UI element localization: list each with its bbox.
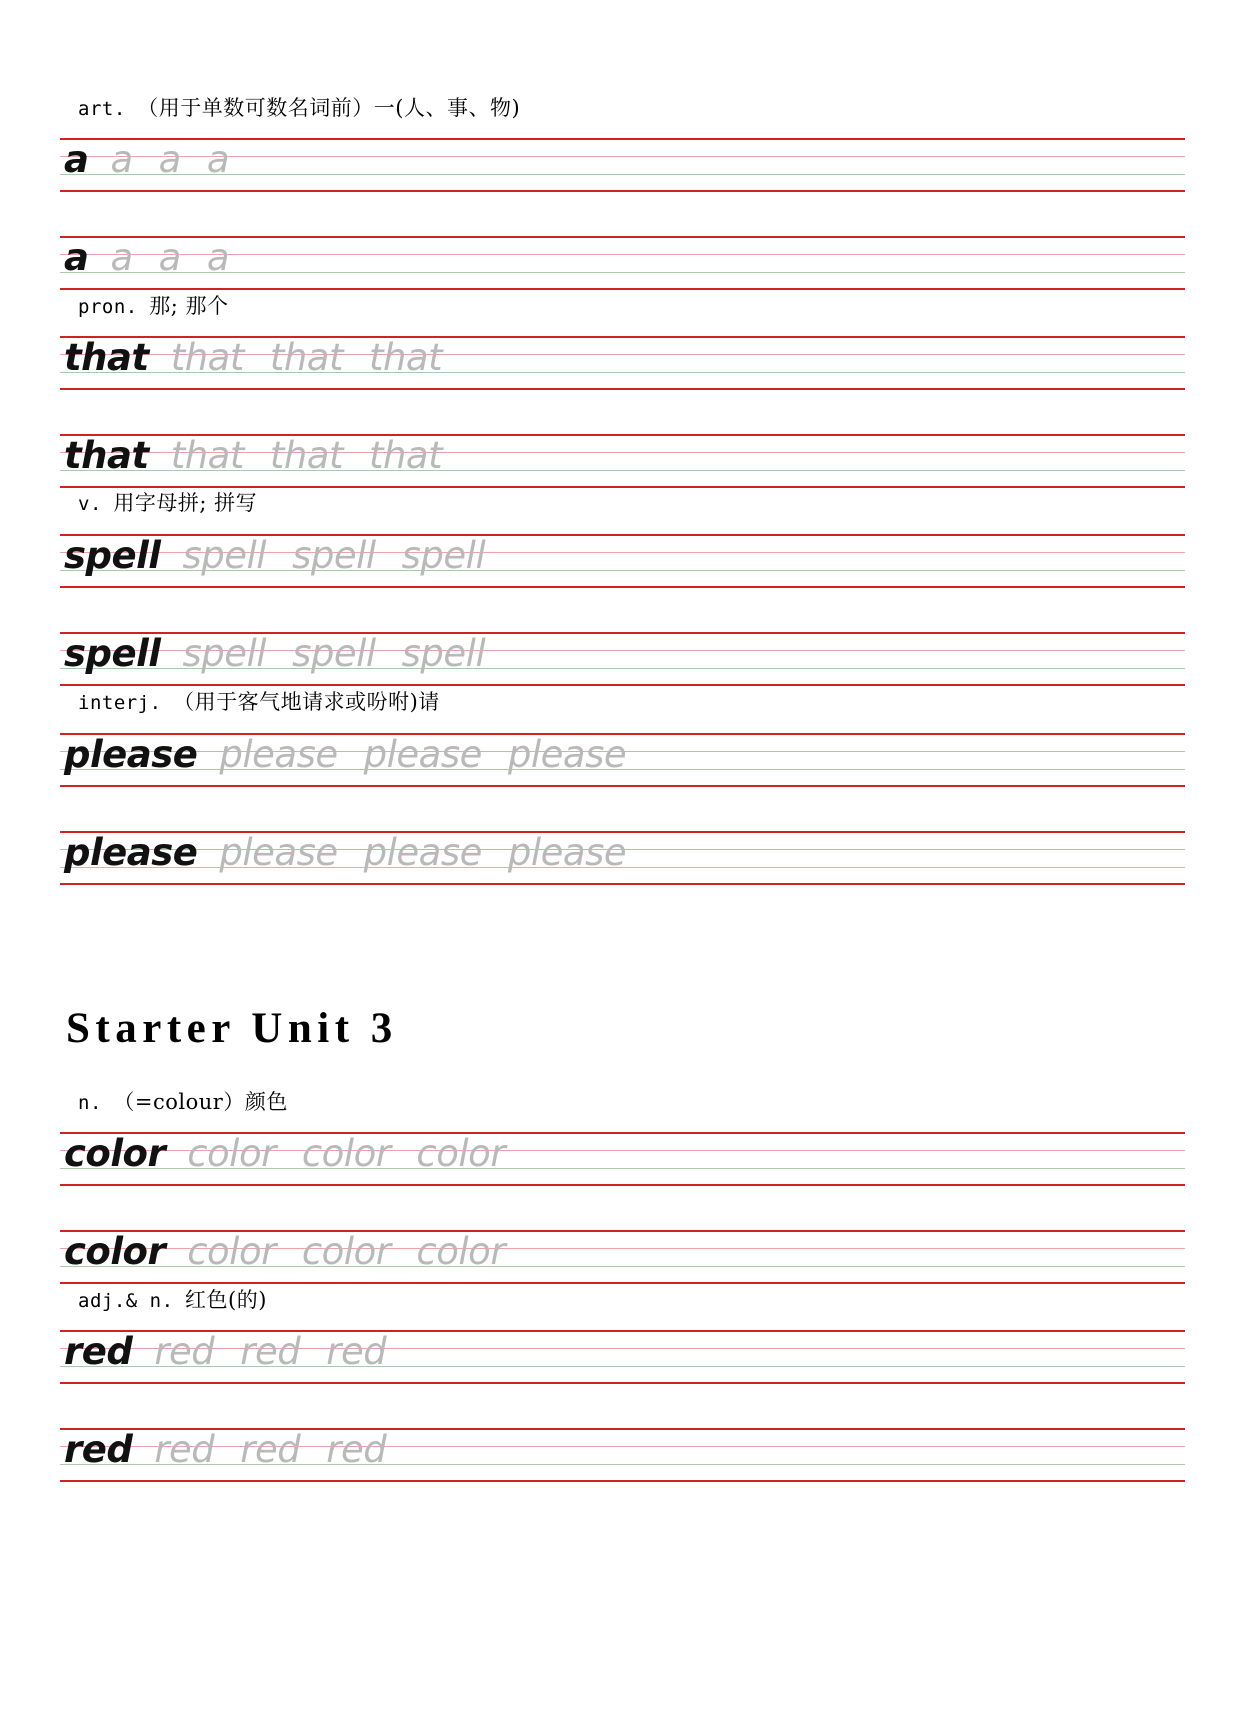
- trace-word[interactable]: a: [206, 236, 230, 279]
- definition-line: [78, 493, 257, 514]
- trace-word[interactable]: please: [363, 831, 482, 874]
- definition-line: [78, 98, 520, 119]
- rule-line-base: [60, 1382, 1185, 1384]
- rule-line-base: [60, 486, 1185, 488]
- trace-word[interactable]: spell: [182, 534, 267, 577]
- trace-word[interactable]: red: [240, 1330, 301, 1373]
- definition-chinese: 用字母拼; 拼写: [113, 491, 258, 515]
- part-of-speech: art.: [78, 98, 126, 120]
- rule-line-base: [60, 785, 1185, 787]
- writing-guide-row[interactable]: [60, 138, 1185, 192]
- definition-chinese: 那; 那个: [149, 294, 229, 318]
- word-sequence: [64, 530, 485, 584]
- trace-word[interactable]: color: [301, 1132, 391, 1175]
- word-sequence: [64, 1128, 505, 1182]
- writing-guide-row[interactable]: [60, 632, 1185, 686]
- trace-word[interactable]: that: [368, 434, 443, 477]
- trace-word[interactable]: red: [154, 1428, 215, 1471]
- trace-word[interactable]: that: [269, 336, 343, 379]
- word-sequence: [64, 134, 229, 188]
- writing-guide-row[interactable]: [60, 1230, 1185, 1284]
- word-sequence: [64, 729, 626, 783]
- trace-word[interactable]: spell: [292, 632, 376, 675]
- definition-chinese: （=colour）颜色: [113, 1090, 288, 1114]
- trace-word[interactable]: spell: [292, 534, 376, 577]
- definition-line: [78, 692, 440, 713]
- rule-line-base: [60, 684, 1185, 686]
- rule-line-base: [60, 1184, 1185, 1186]
- unit-heading: Starter Unit 3: [66, 1005, 398, 1052]
- trace-word[interactable]: spell: [182, 632, 267, 675]
- writing-guide-row[interactable]: [60, 1428, 1185, 1482]
- writing-guide-row[interactable]: [60, 1330, 1185, 1384]
- model-word: that: [64, 336, 149, 379]
- trace-word[interactable]: a: [110, 138, 133, 181]
- model-word: spell: [64, 632, 161, 675]
- trace-word[interactable]: that: [170, 336, 244, 379]
- writing-guide-row[interactable]: [60, 831, 1185, 885]
- writing-guide-row[interactable]: [60, 733, 1185, 787]
- word-sequence: [64, 1326, 386, 1380]
- trace-word[interactable]: please: [363, 733, 482, 776]
- writing-guide-row[interactable]: [60, 1132, 1185, 1186]
- model-word: please: [64, 831, 198, 874]
- word-sequence: [64, 332, 442, 386]
- trace-word[interactable]: a: [110, 236, 133, 279]
- model-word: red: [64, 1330, 133, 1373]
- trace-word[interactable]: please: [507, 733, 627, 776]
- trace-word[interactable]: please: [219, 733, 338, 776]
- model-word: a: [64, 138, 89, 181]
- word-sequence: [64, 628, 485, 682]
- word-sequence: [64, 827, 626, 881]
- model-word: red: [64, 1428, 133, 1471]
- rule-line-base: [60, 1480, 1185, 1482]
- rule-line-base: [60, 190, 1185, 192]
- definition-line: [78, 1290, 267, 1311]
- writing-guide-row[interactable]: [60, 236, 1185, 290]
- trace-word[interactable]: red: [326, 1330, 387, 1373]
- word-sequence: [64, 1424, 386, 1478]
- trace-word[interactable]: a: [158, 236, 181, 279]
- definition-chinese: （用于客气地请求或吩咐)请: [173, 690, 440, 714]
- model-word: please: [64, 733, 198, 776]
- trace-word[interactable]: red: [240, 1428, 301, 1471]
- part-of-speech: n.: [78, 1092, 102, 1114]
- trace-word[interactable]: color: [301, 1230, 391, 1273]
- trace-word[interactable]: red: [154, 1330, 215, 1373]
- definition-chinese: 红色(的): [185, 1288, 267, 1312]
- trace-word[interactable]: that: [269, 434, 343, 477]
- part-of-speech: pron.: [78, 296, 138, 318]
- rule-line-base: [60, 586, 1185, 588]
- trace-word[interactable]: a: [206, 138, 230, 181]
- rule-line-base: [60, 1282, 1185, 1284]
- writing-guide-row[interactable]: [60, 534, 1185, 588]
- part-of-speech: adj.& n.: [78, 1290, 174, 1312]
- trace-word[interactable]: color: [416, 1230, 506, 1273]
- writing-guide-row[interactable]: [60, 434, 1185, 488]
- model-word: spell: [64, 534, 161, 577]
- model-word: a: [64, 236, 89, 279]
- definition-line: [78, 1092, 288, 1113]
- model-word: that: [64, 434, 149, 477]
- trace-word[interactable]: that: [170, 434, 244, 477]
- word-sequence: [64, 1226, 505, 1280]
- part-of-speech: v.: [78, 493, 102, 515]
- trace-word[interactable]: color: [187, 1230, 276, 1273]
- rule-line-base: [60, 388, 1185, 390]
- trace-word[interactable]: red: [326, 1428, 387, 1471]
- trace-word[interactable]: a: [158, 138, 181, 181]
- word-sequence: [64, 430, 442, 484]
- trace-word[interactable]: that: [368, 336, 443, 379]
- trace-word[interactable]: please: [507, 831, 627, 874]
- part-of-speech: interj.: [78, 692, 162, 714]
- trace-word[interactable]: spell: [401, 632, 486, 675]
- definition-chinese: （用于单数可数名词前）一(人、事、物): [137, 96, 521, 120]
- model-word: color: [64, 1132, 166, 1175]
- rule-line-base: [60, 288, 1185, 290]
- trace-word[interactable]: color: [416, 1132, 506, 1175]
- trace-word[interactable]: spell: [401, 534, 486, 577]
- word-sequence: [64, 232, 229, 286]
- rule-line-base: [60, 883, 1185, 885]
- definition-line: [78, 296, 228, 317]
- trace-word[interactable]: please: [219, 831, 338, 874]
- model-word: color: [64, 1230, 166, 1273]
- writing-guide-row[interactable]: [60, 336, 1185, 390]
- trace-word[interactable]: color: [187, 1132, 276, 1175]
